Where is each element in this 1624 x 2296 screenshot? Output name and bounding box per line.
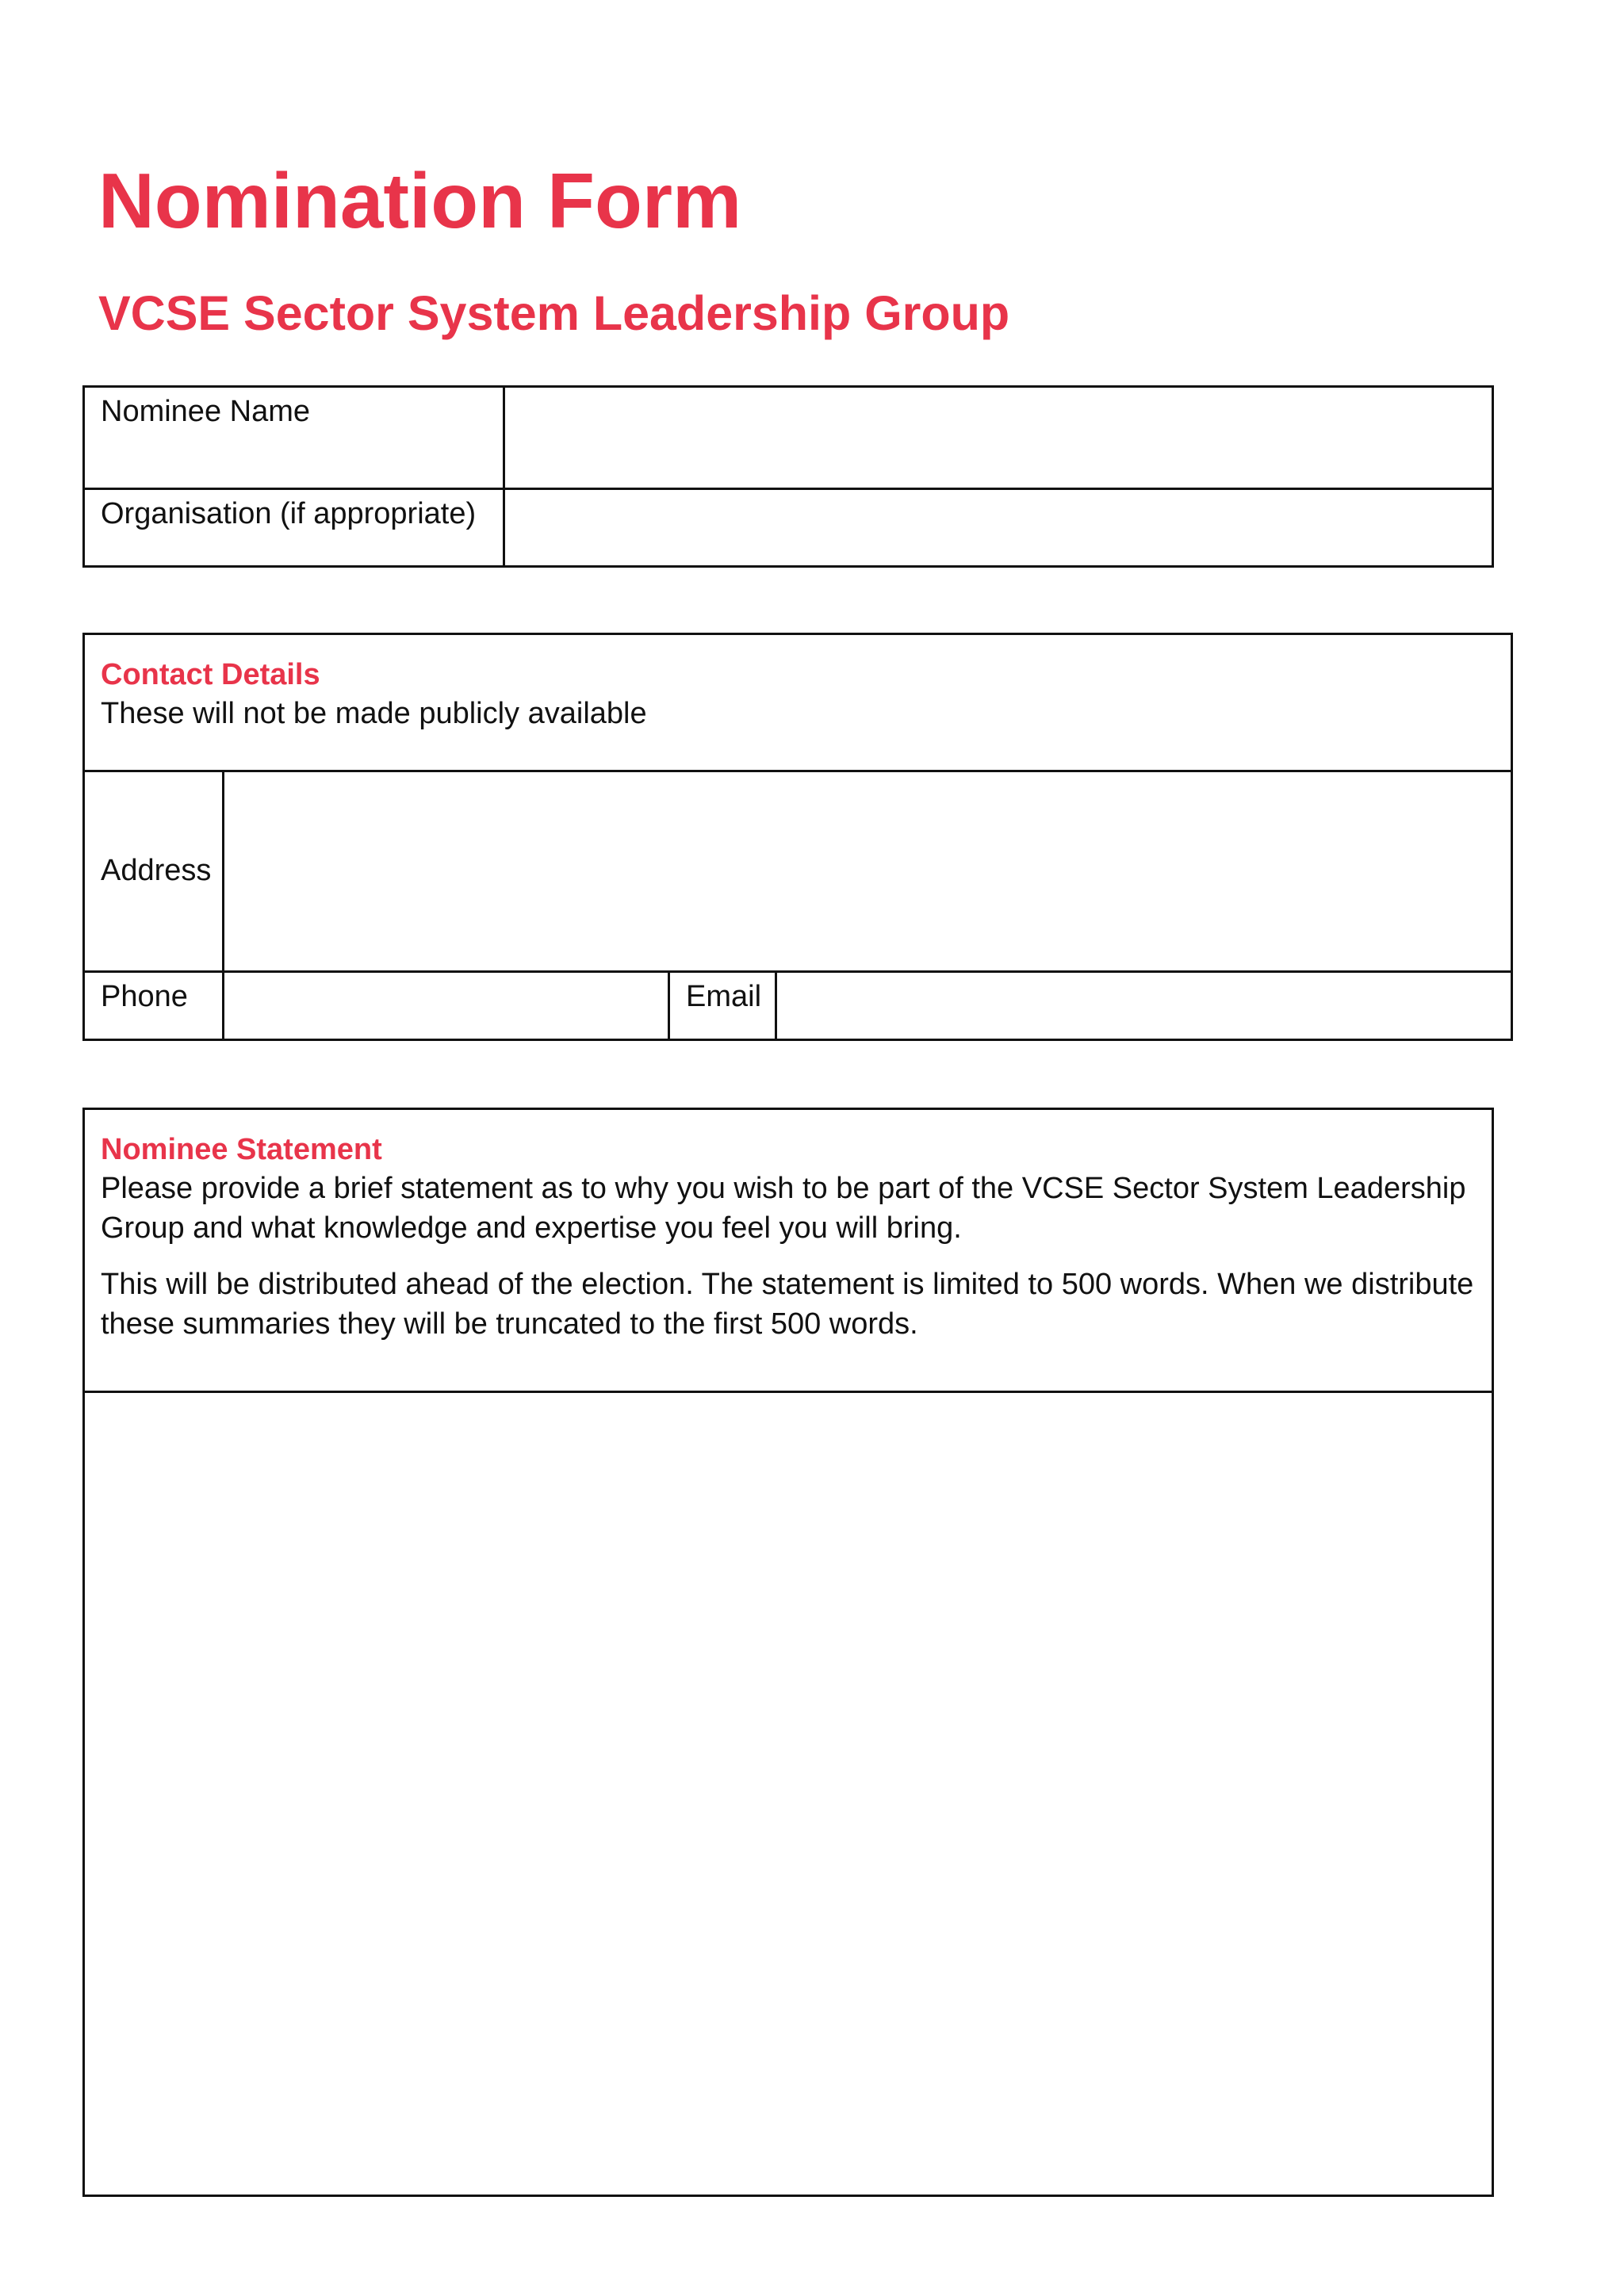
phone-cell <box>224 972 669 1040</box>
contact-details-heading: Contact Details <box>101 658 320 691</box>
page-subtitle: VCSE Sector System Leadership Group <box>98 286 1010 340</box>
contact-details-table <box>82 633 1513 1041</box>
email-label-cell <box>669 972 776 1040</box>
address-input[interactable] <box>224 772 1511 851</box>
email-label: Email <box>686 980 762 1013</box>
address-label: Address <box>101 854 212 888</box>
statement-instruction-1: Please provide a brief statement as to why you wish to be part of the VCSE Sector System Leadership Group and what knowledge and expertise you feel you will bring. <box>101 1172 1466 1245</box>
nominee-details-table <box>82 385 1494 568</box>
nominee-name-input[interactable] <box>505 388 1492 434</box>
statement-header-cell <box>84 1109 1493 1392</box>
statement-input[interactable] <box>85 1393 1492 1472</box>
nominee-name-label: Nominee Name <box>101 395 310 428</box>
address-label-cell <box>84 771 224 972</box>
phone-label: Phone <box>101 980 188 1013</box>
email-input[interactable] <box>777 973 1511 1019</box>
statement-cell <box>84 1392 1493 2196</box>
organisation-label: Organisation (if appropriate) <box>101 497 477 530</box>
nominee-statement-heading: Nominee Statement <box>101 1133 382 1166</box>
email-cell <box>776 972 1512 1040</box>
phone-input[interactable] <box>224 973 668 1019</box>
contact-header-cell <box>84 634 1512 771</box>
phone-label-cell <box>84 972 224 1040</box>
nominee-statement-table <box>82 1108 1494 2197</box>
contact-details-note: These will not be made publicly available <box>101 697 647 731</box>
organisation-input[interactable] <box>505 490 1492 536</box>
nominee-name-cell <box>504 387 1493 489</box>
statement-instruction-2: This will be distributed ahead of the election. The statement is limited to 500 words. When we distribute these summaries they will be truncated to the first 500 words. <box>101 1268 1474 1341</box>
organisation-label-cell <box>84 489 504 567</box>
page-title: Nomination Form <box>98 157 742 244</box>
address-cell <box>224 771 1512 972</box>
nominee-name-label-cell <box>84 387 504 489</box>
organisation-cell <box>504 489 1493 567</box>
